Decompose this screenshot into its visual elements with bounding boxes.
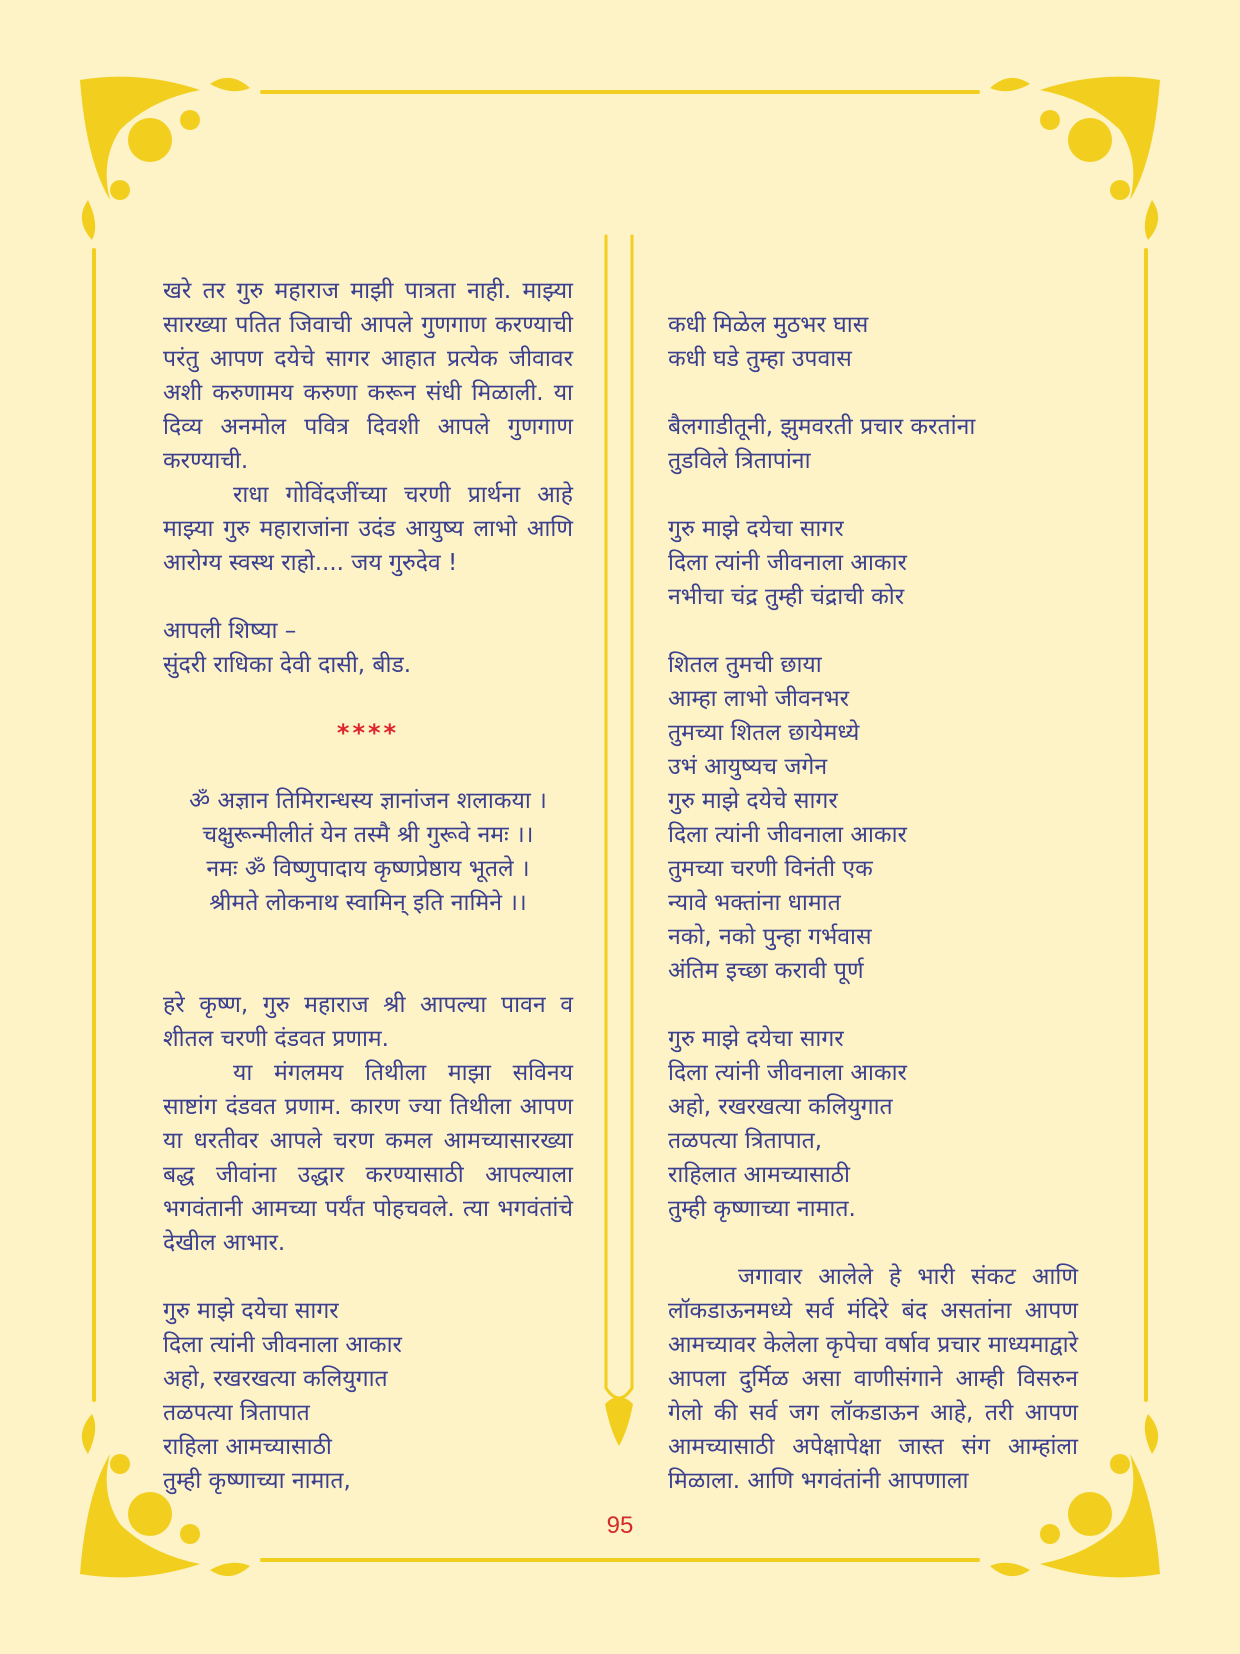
signature-line-2: सुंदरी राधिका देवी दासी, बीड. [163,652,412,678]
page-number: 95 [606,1512,634,1539]
shloka [163,784,573,920]
poem-line: अहो, रखरखत्या कलियुगात [668,1094,893,1120]
poem-line: अहो, रखरखत्या कलियुगात [163,1366,388,1392]
left-poem [163,1294,573,1498]
shloka-line: श्रीमते लोकनाथ स्वामिन् इति नामिने ।। [209,890,527,916]
poem-line: तुडविले त्रितापांना [668,448,811,474]
poem-line: तळपत्या त्रितापात [163,1400,310,1426]
poem-line: तुम्ही कृष्णाच्या नामात. [668,1196,856,1222]
poem-line: तुमच्या शितल छायेमध्ये [668,720,860,746]
poem-line: कधी मिळेल मुठभर घास [668,312,869,338]
poem-line: तुमच्या चरणी विनंती एक [668,856,873,882]
corner-ornament-top-left [80,77,250,240]
poem-line: दिला त्यांनी जीवनाला आकार [163,1332,402,1358]
right-paragraph-final: जगावार आलेले हे भारी संकट आणि लॉकडाऊनमध्ये सर्व मंदिरे बंद असतांना आपण आमच्यावर केलेला कृपेचा वर्षाव प्रचार माध्यमाद्वारे आपला दुर्मिळ असा वाणीसंगाने आम्ही विसरुन गेलो की सर्व जग लॉकडाऊन आहे, तरी आपण आमच्यासाठी अपेक्षापेक्षा जास्त संग आम्हांला मिळाला. आणि भगवंतांनी आपणाला [668,1264,1078,1494]
stanza-1 [668,308,1078,376]
poem-line: गुरु माझे दयेचा सागर [668,516,844,542]
left-paragraph-2: राधा गोविंदजींच्या चरणी प्रार्थना आहे माझ्या गुरु महाराजांना उदंड आयुष्य लाभो आणि आरोग्य स्वस्थ राहो.... जय गुरुदेव ! [163,482,573,576]
poem-line: राहिलात आमच्यासाठी [668,1162,850,1188]
shloka-line: ॐ अज्ञान तिमिरान्धस्य ज्ञानांजन शलाकया । [189,788,547,814]
stanza-2 [668,410,1078,478]
right-column [668,308,1078,1498]
poem-line: न्यावे भक्तांना धामात [668,890,841,916]
poem-line: बैलगाडीतूनी, झुमवरती प्रचार करतांना [668,414,976,440]
left-paragraph-1: खरे तर गुरु महाराज माझी पात्रता नाही. माझ्या सारख्या पतित जिवाची आपले गुणगाण करण्याची परंतु आपण दयेचे सागर आहात प्रत्येक जीवावर अशी करुणामय करुणा करून संधी मिळाली. या दिव्य अनमोल पवित्र दिवशी आपले गुणगाण करण्याची. [163,278,573,474]
shloka-line: नमः ॐ विष्णुपादाय कृष्णप्रेष्ठाय भूतले । [206,856,530,882]
stanza-3 [668,512,1078,614]
stanza-4 [668,648,1078,988]
poem-line: कधी घडे तुम्हा उपवास [668,346,852,372]
left-paragraph-4: या मंगलमय तिथीला माझा सविनय साष्टांग दंडवत प्रणाम. कारण ज्या तिथीला आपण या धरतीवर आपले चरण कमल आमच्यासारख्या बद्ध जीवांना उद्धार करण्यासाठी आपल्याला भगवंतानी आमच्या पर्यंत पोहचवले. त्या भगवंतांचे देखील आभार. [163,1060,573,1256]
corner-ornament-top-right [990,77,1160,240]
signature-line-1: आपली शिष्या – [163,618,297,644]
poem-line: दिला त्यांनी जीवनाला आकार [668,822,907,848]
poem-line: नको, नको पुन्हा गर्भवास [668,924,872,950]
poem-line: तळपत्या त्रितापात, [668,1128,823,1154]
left-column [163,274,573,1498]
poem-line: गुरु माझे दयेचा सागर [163,1298,339,1324]
stanza-5 [668,1022,1078,1226]
poem-line: अंतिम इच्छा करावी पूर्ण [668,958,864,984]
poem-line: गुरु माझे दयेचे सागर [668,788,838,814]
poem-line: तुम्ही कृष्णाच्या नामात, [163,1468,351,1494]
poem-line: नभीचा चंद्र तुम्ही चंद्राची कोर [668,584,905,610]
poem-line: आम्हा लाभो जीवनभर [668,686,850,712]
poem-line: गुरु माझे दयेचा सागर [668,1026,844,1052]
poem-line: उभं आयुष्यच जगेन [668,754,828,780]
separator-stars: **** [336,719,400,747]
poem-line: शितल तुमची छाया [668,652,822,678]
shloka-line: चक्षुरून्मीलीतं येन तस्मै श्री गुरूवे नमः ।। [202,822,534,848]
left-paragraph-3: हरे कृष्ण, गुरु महाराज श्री आपल्या पावन व शीतल चरणी दंडवत प्रणाम. [163,992,573,1052]
poem-line: दिला त्यांनी जीवनाला आकार [668,1060,907,1086]
poem-line: राहिला आमच्यासाठी [163,1434,332,1460]
poem-line: दिला त्यांनी जीवनाला आकार [668,550,907,576]
